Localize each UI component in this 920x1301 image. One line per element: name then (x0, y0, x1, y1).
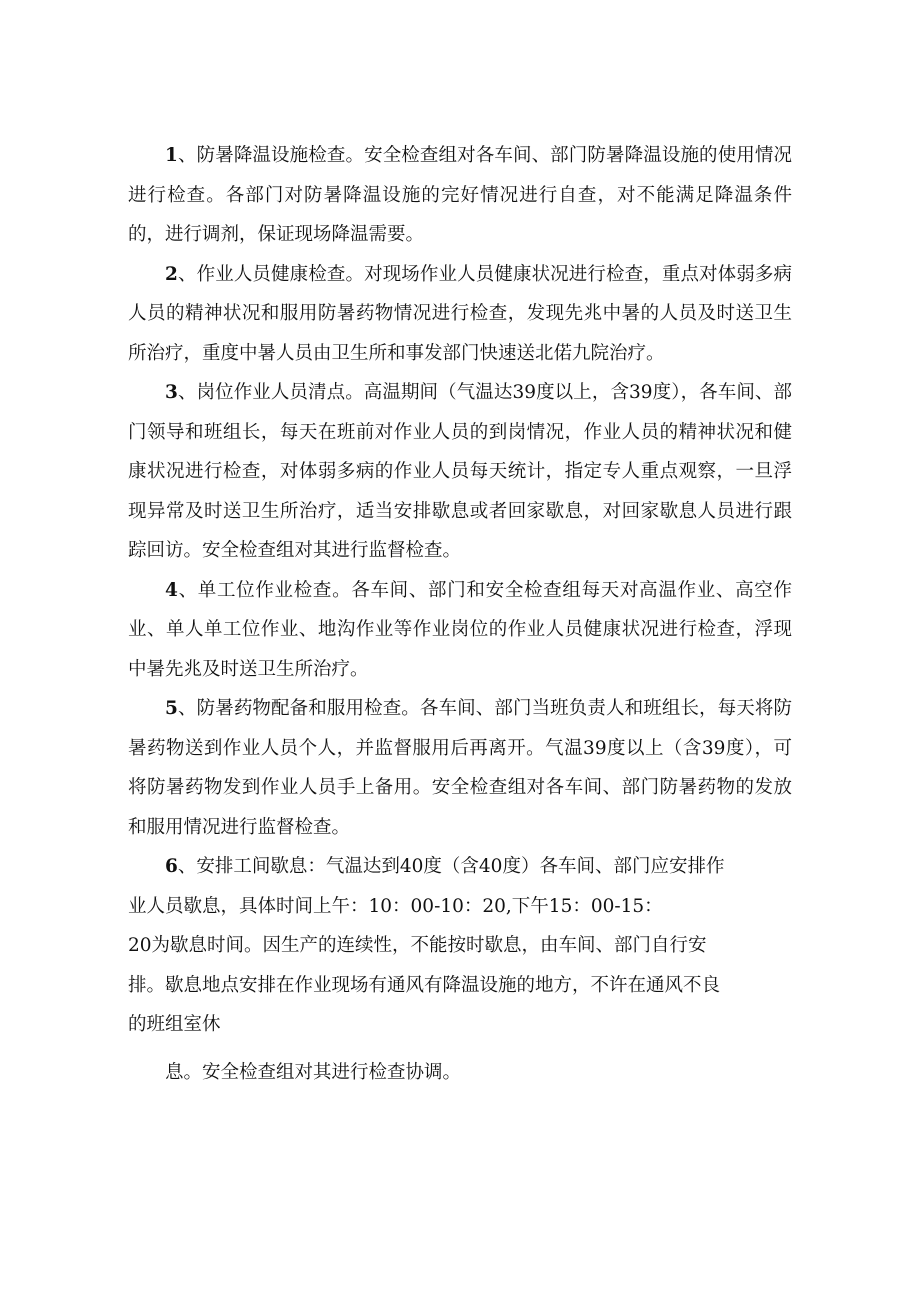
paragraph-text: 、防暑降温设施检查。安全检查组对各车间、部门防暑降温设施的使用情况进行检查。各部门对防暑降温设施的完好情况进行自查，对不能满足降温条件的，进行调剂，保证现场降温需要。 (128, 145, 792, 245)
paragraph-text: 、防暑药物配备和服用检查。各车间、部门当班负责人和班组长，每天将防暑药物送到作业人员个人，并监督服用后再离开。气温39度以上（含39度），可将防暑药物发到作业人员手上备用。安全检查组对各车间、部门防暑药物的发放和服用情况进行监督检查。 (128, 698, 792, 838)
item-number: 4 (165, 579, 178, 601)
paragraph-6-line: 排。歇息地点安排在作业现场有通风有降温设施的地方，不许在通风不良 (128, 974, 721, 996)
paragraph-3 (128, 373, 792, 571)
paragraph-6 (128, 847, 792, 1092)
paragraph-5 (128, 689, 792, 847)
paragraph-1 (128, 136, 792, 255)
item-number: 5 (165, 698, 178, 719)
document-body (128, 136, 792, 1092)
paragraph-text: 、作业人员健康检查。对现场作业人员健康状况进行检查，重点对体弱多病人员的精神状况和服用防暑药物情况进行检查，发现先兆中暑的人员及时送卫生所治疗，重度中暑人员由卫生所和事发部门快速送北偌九院治疗。 (128, 263, 792, 364)
item-number: 3 (165, 382, 178, 403)
paragraph-4 (128, 571, 792, 690)
item-number: 6 (165, 856, 178, 877)
paragraph-6-line: 20为歇息时间。因生产的连续性，不能按时歇息，由车间、部门自行安 (128, 935, 707, 956)
paragraph-6-line: 6、安排工间歇息：气温达到40度（含40度）各车间、部门应安排作 (165, 856, 725, 877)
paragraph-text: 、岗位作业人员清点。高温期间（气温达39度以上，含39度），各车间、部门领导和班组长，每天在班前对作业人员的到岗情况，作业人员的精神状况和健康状况进行检查，对体弱多病的作业人员每天统计，指定专人重点观察，一旦浮现异常及时送卫生所治疗，适当安排歇息或者回家歇息，对回家歇息人员进行跟踪回访。安全检查组对其进行监督检查。 (128, 382, 792, 561)
item-number: 2 (165, 263, 178, 285)
paragraph-6-tail: 息。安全检查组对其进行检查协调。 (165, 1061, 462, 1083)
paragraph-text: 、单工位作业检查。各车间、部门和安全检查组每天对高温作业、高空作业、单人单工位作业、地沟作业等作业岗位的作业人员健康状况进行检查，浮现中暑先兆及时送卫生所治疗。 (128, 579, 792, 680)
item-number: 1 (165, 145, 178, 166)
paragraph-6-line: 业人员歇息，具体时间上午：10：00-10：20,下午15：00-15： (128, 895, 663, 917)
paragraph-2 (128, 255, 792, 374)
paragraph-6-line: 的班组室休 (128, 1014, 221, 1035)
